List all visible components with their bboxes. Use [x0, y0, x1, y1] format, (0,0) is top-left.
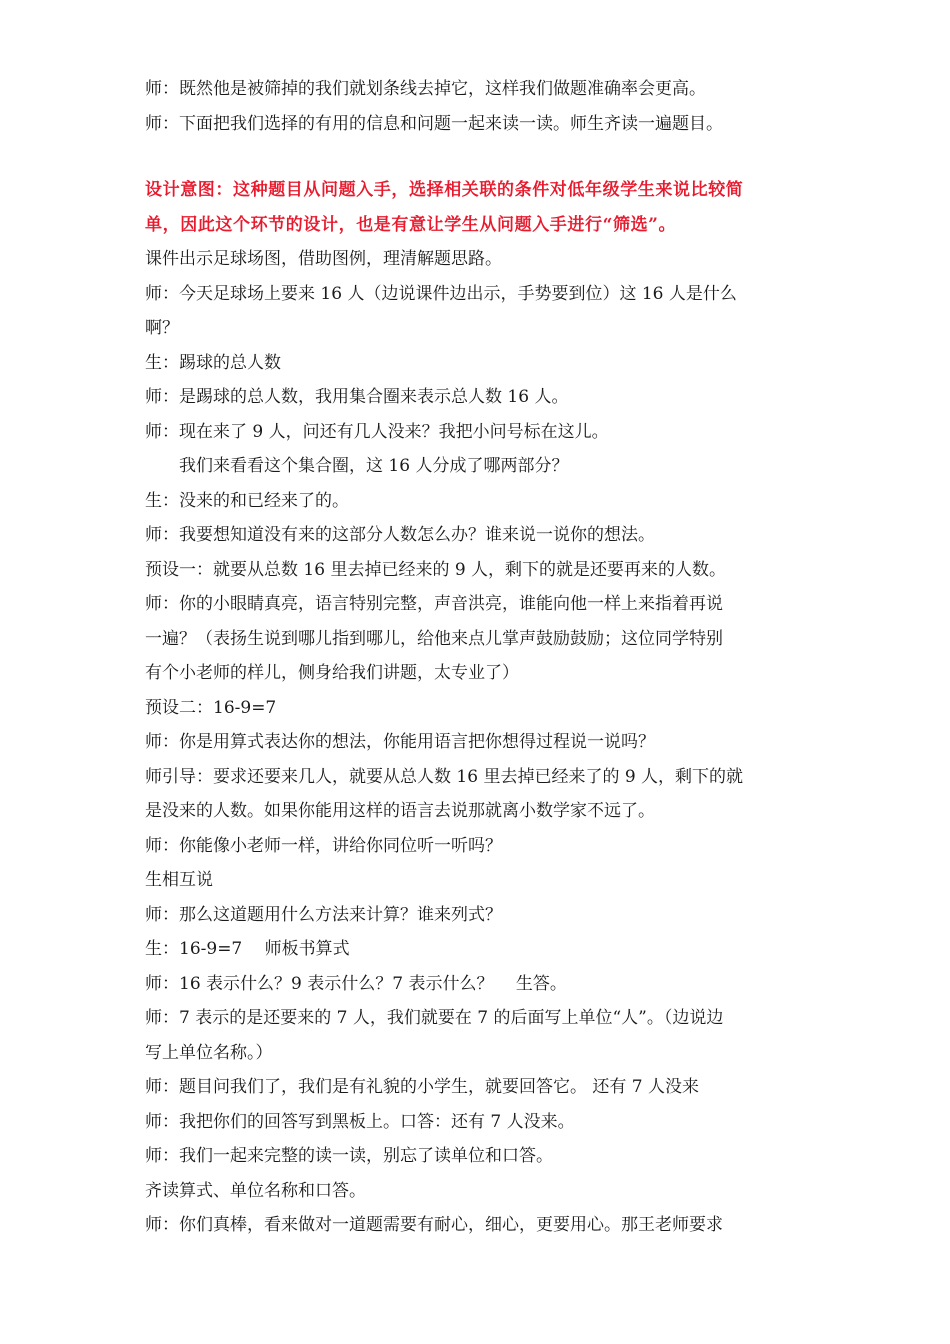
text-line: 师：是踢球的总人数，我用集合圈来表示总人数 16 人。	[145, 387, 569, 407]
design-intent-line: 设计意图：这种题目从问题入手，选择相关联的条件对低年级学生来说比较简	[145, 180, 744, 200]
text-line: 师：现在来了 9 人，问还有几人没来？我把小问号标在这儿。	[145, 421, 609, 442]
text-line: 生：踢球的总人数	[145, 352, 281, 373]
text-line: 师：你能像小老师一样，讲给你同位听一听吗？	[145, 835, 502, 856]
text-line: 师：16 表示什么？9 表示什么？7 表示什么？ 生答。	[145, 973, 567, 994]
text-line: 师：今天足球场上要来 16 人（边说课件边出示，手势要到位）这 16 人是什么	[145, 283, 737, 304]
text-line: 预设二：16-9=7	[145, 697, 277, 718]
text-line: 生相互说	[145, 870, 213, 890]
text-line: 师：那么这道题用什么方法来计算？谁来列式？	[145, 904, 502, 925]
text-line: 生：16-9=7 师板书算式	[145, 939, 350, 959]
text-line: 有个小老师的样儿，侧身给我们讲题，太专业了）	[145, 663, 519, 683]
text-line: 预设一：就要从总数 16 里去掉已经来的 9 人，剩下的就是还要再来的人数。	[145, 559, 727, 580]
text-line: 师：你的小眼睛真亮，语言特别完整，声音洪亮，谁能向他一样上来指着再说	[145, 594, 723, 614]
text-line: 师：下面把我们选择的有用的信息和问题一起来读一读。师生齐读一遍题目。	[145, 113, 723, 134]
text-line: 师引导：要求还要来几人，就要从总人数 16 里去掉已经来了的 9 人，剩下的就	[145, 766, 744, 787]
text-line: 啊？	[145, 318, 179, 338]
text-line: 师：你们真棒，看来做对一道题需要有耐心，细心，更要用心。那王老师要求	[145, 1215, 723, 1235]
text-line: 我们来看看这个集合圈，这 16 人分成了哪两部分？	[179, 456, 569, 476]
text-line: 师：我们一起来完整的读一读，别忘了读单位和口答。	[145, 1146, 553, 1166]
text-line: 写上单位名称。）	[145, 1042, 273, 1063]
text-line: 师：你是用算式表达你的想法，你能用语言把你想得过程说一说吗？	[145, 732, 655, 752]
text-line: 生：没来的和已经来了的。	[145, 490, 349, 511]
text-line: 师：7 表示的是还要来的 7 人，我们就要在 7 的后面写上单位“人”。（边说边	[145, 1008, 724, 1028]
text-line: 师：我把你们的回答写到黑板上。口答：还有 7 人没来。	[145, 1111, 575, 1132]
text-line: 齐读算式、单位名称和口答。	[145, 1180, 366, 1201]
text-line: 师：我要想知道没有来的这部分人数怎么办？谁来说一说你的想法。	[145, 525, 655, 545]
paragraph-gap	[145, 141, 815, 173]
text-line: 课件出示足球场图，借助图例，理清解题思路。	[145, 249, 502, 269]
text-line: 一遍？（表扬生说到哪儿指到哪儿，给他来点儿掌声鼓励鼓励；这位同学特别	[145, 628, 723, 649]
design-intent-line: 单，因此这个环节的设计，也是有意让学生从问题入手进行“筛选”。	[145, 214, 677, 235]
text-line: 是没来的人数。如果你能用这样的语言去说那就离小数学家不远了。	[145, 801, 655, 821]
text-line: 师：题目问我们了，我们是有礼貌的小学生，就要回答它。 还有 7 人没来	[145, 1077, 700, 1097]
text-line: 师：既然他是被筛掉的我们就划条线去掉它，这样我们做题准确率会更高。	[145, 79, 706, 99]
document-body	[145, 72, 815, 1243]
